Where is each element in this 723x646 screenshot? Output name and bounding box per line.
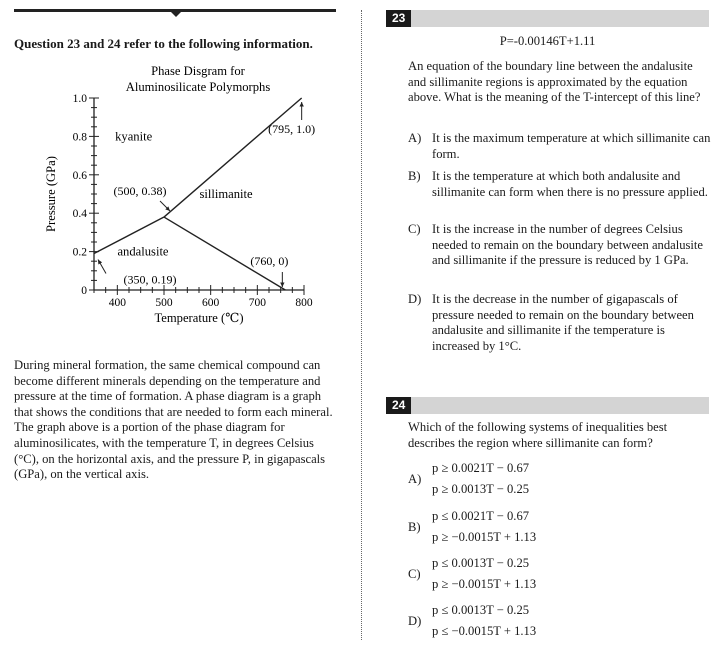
region-label-sillimanite: sillimanite [199, 187, 253, 201]
question-23-number: 23 [386, 10, 411, 27]
point-label: (760, 0) [250, 254, 289, 268]
shared-heading: Question 23 and 24 refer to the following information. [14, 36, 313, 51]
choice-letter: B) [408, 520, 421, 534]
y-tick-label: 0.6 [72, 169, 87, 182]
choice-letter: A) [408, 131, 422, 145]
y-tick-label: 1.0 [72, 93, 87, 105]
question-23-header [386, 10, 709, 27]
choice-text: It is the maximum temperature at which sillimanite can form. [432, 131, 711, 161]
x-tick-label: 400 [108, 297, 126, 309]
q24-choice-d[interactable] [408, 603, 708, 643]
chart-title-line2: Aluminosilicate Polymorphs [125, 80, 271, 94]
arrowhead-icon [280, 282, 284, 287]
down-arrow-icon [170, 11, 182, 17]
inequality-2: p ≥ −0.0015T + 1.13 [432, 530, 537, 544]
choice-letter: C) [408, 222, 421, 236]
x-tick-label: 500 [155, 297, 173, 309]
inequality-1: p ≤ 0.0013T − 0.25 [432, 556, 530, 570]
choice-letter: D) [408, 614, 422, 628]
y-axis-label: Pressure (GPa) [44, 156, 58, 232]
point-label: (500, 0.38) [113, 184, 167, 199]
choice-letter: A) [408, 472, 422, 486]
region-label-andalusite: andalusite [117, 244, 169, 259]
x-axis-label: Temperature (℃) [154, 311, 244, 325]
column-divider [361, 10, 362, 640]
q24-choice-b[interactable] [408, 509, 708, 549]
y-tick-label: 0.4 [72, 208, 87, 221]
x-tick-label: 700 [248, 297, 266, 309]
x-tick-label: 800 [295, 297, 313, 309]
choice-text: It is the temperature at which both andalusite and sillimanite can form when there is no pressure applied. [432, 169, 708, 199]
chart-labels [98, 102, 315, 287]
y-tick-label: 0.2 [72, 246, 87, 259]
phase-diagram [0, 60, 340, 330]
point-label: (795, 1.0) [268, 122, 316, 136]
inequality-1: p ≥ 0.0021T − 0.67 [432, 461, 530, 475]
inequality-2: p ≤ −0.0015T + 1.13 [432, 624, 537, 638]
passage-text: During mineral formation, the same chemical compound can become different minerals depending on the temperature and pressure at the time of formation. A phase diagram is a graph that shows the conditions that are needed to form each mineral. The graph above is a portion of the phase diagram for aluminosilicates, with the temperature T, in degrees Celsius (°C), on the horizontal axis, and the pressure P, in gigapascals (GPa), on the vertical axis. [14, 358, 333, 482]
chart-title-line1: Phase Disgram for [151, 64, 245, 78]
question-24-header [386, 397, 709, 414]
inequality-1: p ≤ 0.0021T − 0.67 [432, 509, 530, 523]
q24-stem: Which of the following systems of inequalities best describes the region where sillimanite can form? [408, 420, 668, 450]
q23-stem: An equation of the boundary line between the andalusite and sillimanite regions is approximated by the equation above. What is the meaning of the T-intercept of this line? [408, 59, 701, 105]
q24-choice-a[interactable] [408, 461, 708, 501]
choice-text: It is the decrease in the number of gigapascals of pressure needed to remain on the boundary between andalusite and sillimanite if the temperature is increased by 1°C. [432, 292, 694, 353]
choice-letter: D) [408, 292, 422, 306]
choice-letter: B) [408, 169, 421, 183]
choice-text: It is the increase in the number of degrees Celsius needed to remain on the boundary between andalusite and sillimanite if the pressure is reduced by 1 GPa. [432, 222, 704, 268]
inequality-2: p ≥ 0.0013T − 0.25 [432, 482, 530, 496]
inequality-1: p ≤ 0.0013T − 0.25 [432, 603, 530, 617]
inequality-2: p ≥ −0.0015T + 1.13 [432, 577, 537, 591]
point-label: (350, 0.19) [123, 272, 177, 287]
region-label-kyanite: kyanite [115, 129, 153, 144]
choice-letter: C) [408, 567, 421, 581]
x-tick-label: 600 [202, 297, 220, 309]
arrowhead-icon [299, 102, 303, 107]
q24-choice-c[interactable] [408, 556, 708, 596]
q23-equation: P=-0.00146T+1.11 [499, 34, 596, 48]
question-24-number: 24 [386, 397, 411, 414]
y-tick-label: 0.8 [72, 131, 87, 144]
y-tick-label: 0 [81, 285, 87, 297]
